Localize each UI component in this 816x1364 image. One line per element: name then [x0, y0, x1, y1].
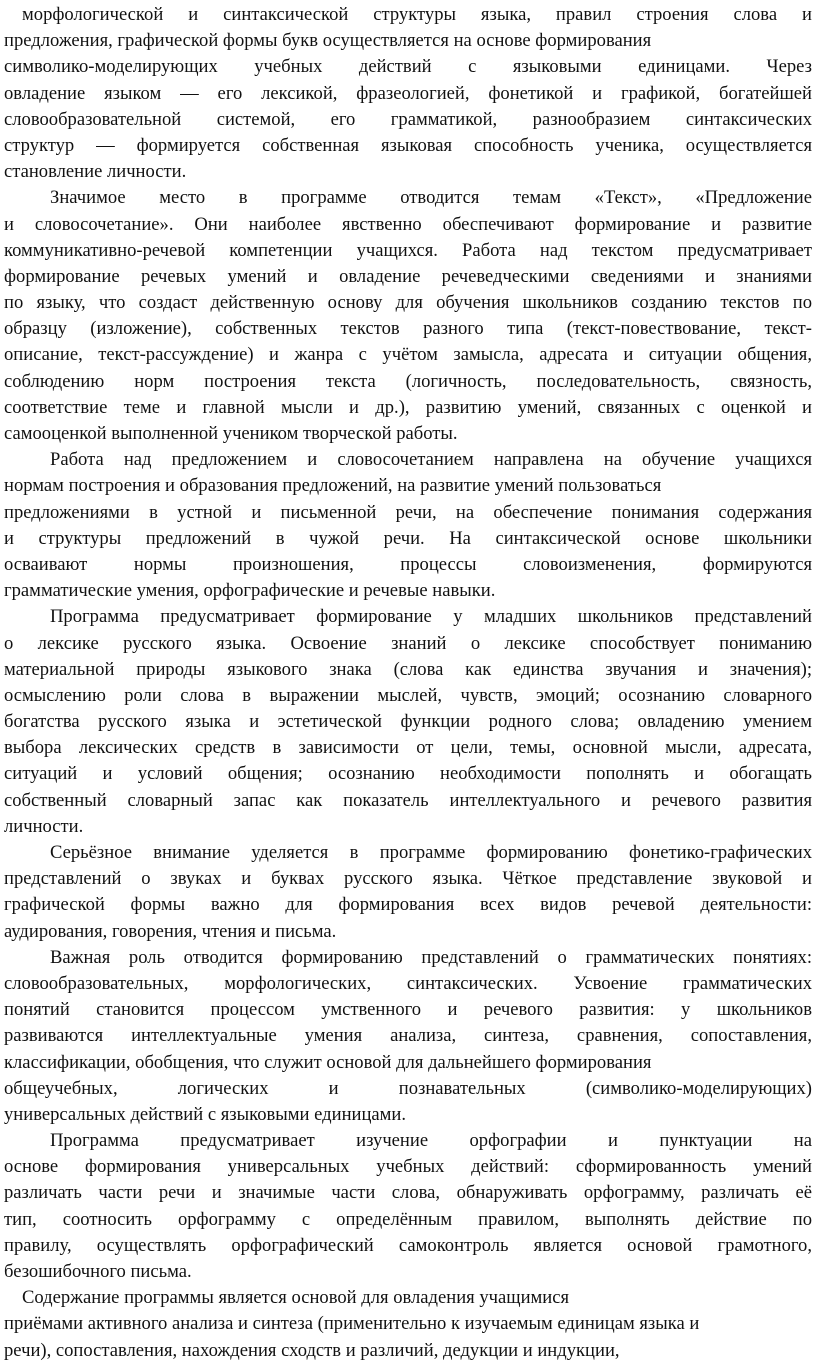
text-line: тип, соотносить орфограмму с определённым правилом, выполнять действие по: [4, 1208, 812, 1230]
text-line: словообразовательных, морфологических, синтаксических. Усвоение грамматических: [4, 972, 812, 994]
text-line: становление личности.: [4, 161, 187, 183]
paragraph: [4, 945, 812, 1128]
text-line: соблюдению норм построения текста (логичность, последовательность, связность,: [4, 370, 812, 392]
text-line: Работа над предложением и словосочетанием направлена на обучение учащихся: [50, 449, 812, 471]
text-line: и структуры предложений в чужой речи. На синтаксической основе школьники: [4, 527, 812, 549]
text-line: представлений о звуках и буквах русского языка. Чёткое представление звуковой и: [4, 868, 812, 890]
text-line: Программа предусматривает формирование у младших школьников представлений: [50, 606, 812, 628]
paragraph: [4, 840, 812, 945]
paragraph: [4, 447, 812, 604]
text-line: коммуникативно-речевой компетенции учащихся. Работа над текстом предусматривает: [4, 239, 812, 261]
text-line: приёмами активного анализа и синтеза (применительно к изучаемым единицам языка и: [4, 1313, 700, 1335]
text-line: Серьёзное внимание уделяется в программе формированию фонетико-графических: [50, 842, 812, 863]
text-line: безошибочного письма.: [4, 1261, 192, 1282]
text-line: правилу, осуществлять орфографический самоконтроль является основой грамотного,: [4, 1234, 812, 1256]
text-line: материальной природы языкового знака (слова как единства звучания и значения);: [4, 658, 812, 680]
text-line: соответствие теме и главной мысли и др.), развитию умений, связанных с оценкой и: [4, 396, 812, 418]
text-line: символико-моделирующих учебных действий с языковыми единицами. Через: [4, 56, 812, 78]
text-line: образцу (изложение), собственных текстов разного типа (текст-повествование, текст-: [4, 318, 812, 340]
text-line: Значимое место в программе отводится темам «Текст», «Предложение: [50, 187, 812, 209]
text-line: Программа предусматривает изучение орфографии и пунктуации на: [50, 1130, 812, 1152]
text-line: выбора лексических средств в зависимости от цели, темы, основной мысли, адресата,: [4, 737, 812, 759]
text-line: структур — формируется собственная языковая способность ученика, осуществляется: [4, 134, 812, 156]
text-line: ситуаций и условий общения; осознанию необходимости пополнять и обогащать: [4, 763, 812, 785]
text-line: классификации, обобщения, что служит основой для дальнейшего формирования: [4, 1051, 652, 1073]
text-line: осваивают нормы произношения, процессы словоизменения, формируются: [4, 553, 812, 575]
text-line: богатства русского языка и эстетической функции родного слова; овладению умением: [4, 711, 812, 733]
text-line: нормам построения и образования предложений, на развитие умений пользоваться: [4, 475, 662, 497]
text-line: грамматические умения, орфографические и речевые навыки.: [4, 580, 496, 602]
text-line: предложениями в устной и письменной речи, на обеспечение понимания содержания: [4, 501, 812, 523]
text-line: общеучебных, логических и познавательных (символико-моделирующих): [4, 1077, 812, 1099]
text-line: описание, текст-рассуждение) и жанра с учётом замысла, адресата и ситуации общения,: [4, 344, 812, 366]
paragraph: [4, 604, 812, 840]
text-line: различать части речи и значимые части слова, обнаруживать орфограмму, различать её: [4, 1182, 812, 1204]
text-line: овладение языком — его лексикой, фразеологией, фонетикой и графикой, богатейшей: [4, 82, 812, 104]
text-line: формирование речевых умений и овладение речеведческими сведениями и знаниями: [4, 265, 812, 287]
text-line: развиваются интеллектуальные умения анализа, синтеза, сравнения, сопоставления,: [4, 1025, 812, 1047]
text-line: морфологической и синтаксической структуры языка, правил строения слова и: [22, 4, 812, 25]
text-line: речи), сопоставления, нахождения сходств и различий, дедукции и индукции,: [4, 1339, 620, 1361]
paragraph: [4, 1285, 812, 1364]
text-line: универсальных действий с языковыми единицами.: [4, 1103, 407, 1125]
text-line: Содержание программы является основой для овладения учащимися: [22, 1287, 570, 1309]
paragraph: [4, 185, 812, 447]
text-line: предложения, графической формы букв осуществляется на основе формирования: [4, 30, 652, 52]
text-line: понятий становится процессом умственного и речевого развития: у школьников: [4, 999, 812, 1021]
text-line: Важная роль отводится формированию представлений о грамматических понятиях:: [50, 946, 812, 968]
text-line: осмыслению роли слова в выражении мыслей, чувств, эмоций; осознанию словарного: [4, 684, 812, 706]
text-line: личности.: [4, 815, 84, 837]
text-line: и словосочетание». Они наиболее явственно обеспечивают формирование и развитие: [4, 213, 812, 235]
text-line: по языку, что создаст действенную основу для обучения школьников созданию текстов по: [4, 292, 812, 314]
text-line: основе формирования универсальных учебных действий: сформированность умений: [4, 1156, 812, 1178]
text-line: самооценкой выполненной учеником творческой работы.: [4, 423, 458, 444]
paragraph: [4, 2, 812, 185]
text-line: словообразовательной системой, его грамматикой, разнообразием синтаксических: [4, 108, 812, 130]
text-line: аудирования, говорения, чтения и письма.: [4, 920, 337, 942]
text-line: о лексике русского языка. Освоение знаний о лексике способствует пониманию: [4, 632, 812, 654]
text-line: собственный словарный запас как показатель интеллектуального и речевого развития: [4, 789, 812, 811]
paragraph: [4, 1128, 812, 1285]
text-line: графической формы важно для формирования всех видов речевой деятельности:: [4, 894, 812, 916]
